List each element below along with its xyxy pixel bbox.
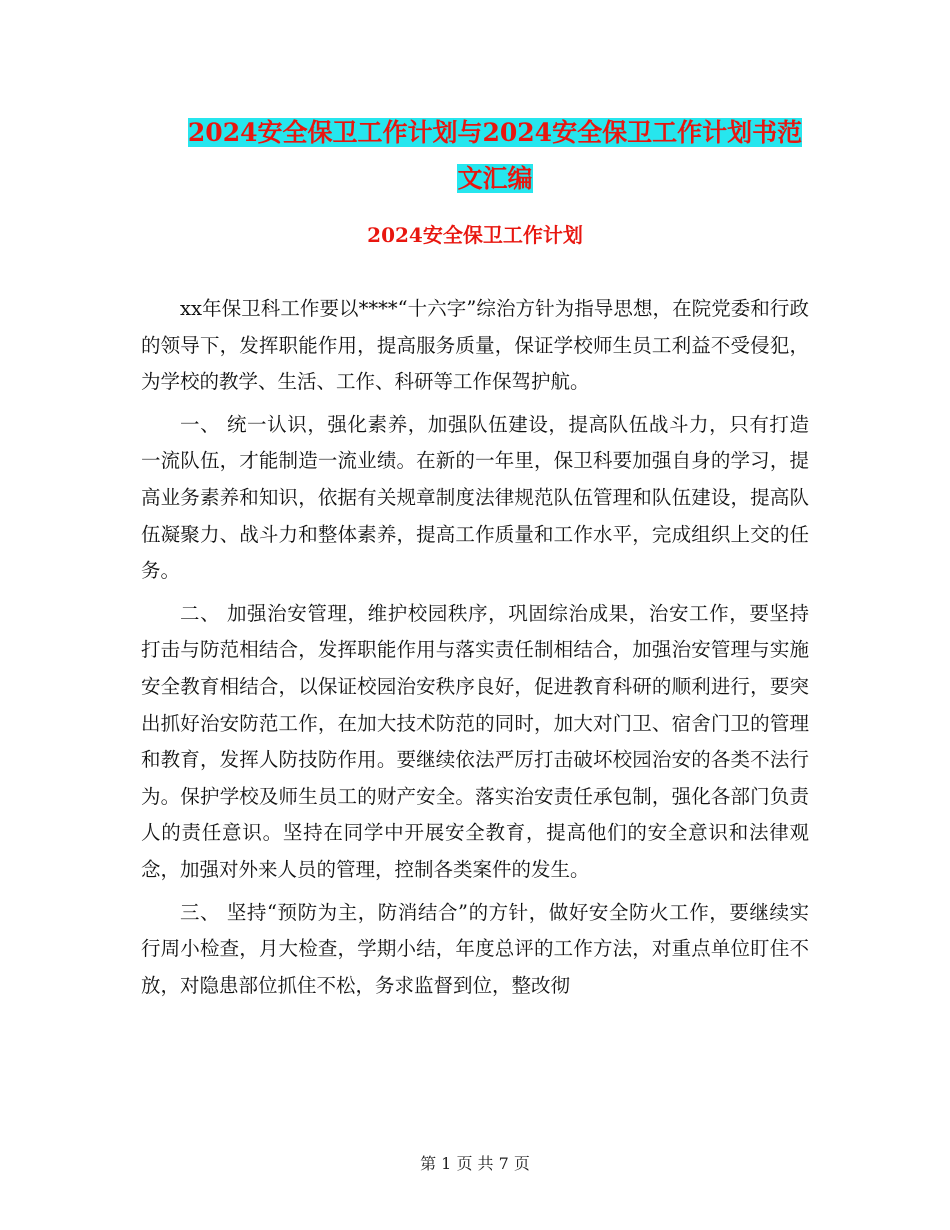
document-title-line-2: 文汇编 bbox=[457, 164, 533, 193]
page-number-footer: 第 1 页 共 7 页 bbox=[420, 1154, 530, 1173]
paragraph-intro: xx年保卫科工作要以****“十六字”综治方针为指导思想，在院党委和行政的领导下，发挥职能作用，提高服务质量，保证学校师生员工利益不受侵犯，为学校的教学、生活、工作、科研等工作保驾护航。 bbox=[141, 297, 809, 394]
paragraph-section-2: 二、 加强治安管理，维护校园秩序，巩固综治成果，治安工作，要坚持打击与防范相结合，发挥职能作用与落实责任制相结合，加强治安管理与实施安全教育相结合，以保证校园治安秩序良好，促进教育科研的顺利进行，要突出抓好治安防范工作，在加大技术防范的同时，加大对门卫、宿舍门卫的管理和教育，发挥人防技防作用。要继续依法严厉打击破坏校园治安的各类不法行为。保护学校及师生员工的财产安全。落实治安责任承包制，强化各部门负责人的责任意识。坚持在同学中开展安全教育，提高他们的安全意识和法律观念，加强对外来人员的管理，控制各类案件的发生。 bbox=[141, 601, 809, 881]
document-body bbox=[141, 291, 809, 1010]
document-title-line-1: 2024安全保卫工作计划与2024安全保卫工作计划书范 bbox=[187, 118, 803, 147]
paragraph-section-3: 三、 坚持“预防为主，防消结合”的方针，做好安全防火工作，要继续实行周小检查，月大检查，学期小结，年度总评的工作方法，对重点单位盯住不放，对隐患部位抓住不松，务求监督到位，整改彻 bbox=[141, 900, 809, 997]
document-title bbox=[140, 110, 850, 202]
section-heading: 2024安全保卫工作计划 bbox=[367, 223, 583, 247]
paragraph-section-1: 一、 统一认识，强化素养，加强队伍建设，提高队伍战斗力，只有打造一流队伍，才能制造一流业绩。在新的一年里，保卫科要加强自身的学习，提高业务素养和知识，依据有关规章制度法律规范队伍管理和队伍建设，提高队伍凝聚力、战斗力和整体素养，提高工作质量和工作水平，完成组织上交的任务。 bbox=[141, 412, 809, 583]
